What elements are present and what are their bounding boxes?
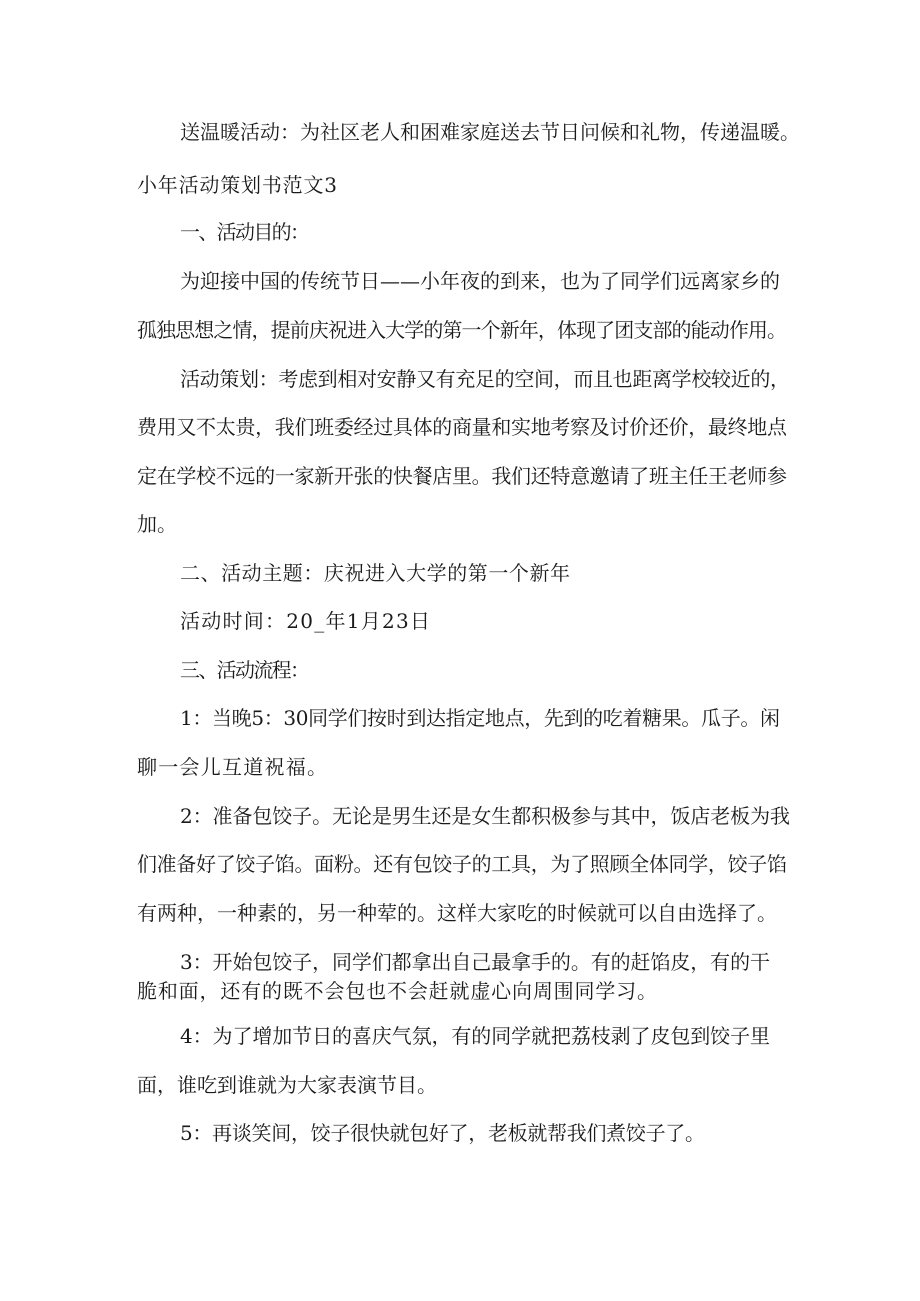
section-title: 小年活动策划书范文3 xyxy=(137,173,338,197)
text-line: 活动策划：考虑到相对安静又有充足的空间，而且也距离学校较近的， xyxy=(180,367,790,391)
text-line: 聊一会儿互道祝福。 xyxy=(137,755,329,779)
text-line: 送温暖活动：为社区老人和困难家庭送去节日问候和礼物，传递温暖。 xyxy=(180,120,800,144)
heading-purpose: 一、活动目的： xyxy=(180,220,309,244)
text-line: 为迎接中国的传统节日——小年夜的到来，也为了同学们远离家乡的 xyxy=(180,269,780,293)
heading-theme: 二、活动主题：庆祝进入大学的第一个新年 xyxy=(180,561,571,585)
text-line: 4：为了增加节日的喜庆气氛，有的同学就把荔枝剥了皮包到饺子里 xyxy=(180,1024,770,1048)
text-line: 3：开始包饺子，同学们都拿出自己最拿手的。有的赶馅皮，有的干 xyxy=(180,950,770,974)
text-line: 有两种，一种素的，另一种荤的。这样大家吃的时候就可以自由选择了。 xyxy=(137,901,777,925)
text-line: 费用又不太贵，我们班委经过具体的商量和实地考察及讨价还价，最终地点 xyxy=(137,415,787,439)
activity-time: 活动时间：20_年1月23日 xyxy=(180,609,432,633)
text-line: 孤独思想之情，提前庆祝进入大学的第一个新年，体现了团支部的能动作用。 xyxy=(137,318,787,342)
text-line: 们准备好了饺子馅。面粉。还有包饺子的工具，为了照顾全体同学，饺子馅 xyxy=(137,852,787,876)
text-line: 脆和面，还有的既不会包也不会赶就虚心向周围同学习。 xyxy=(137,979,658,1003)
text-line: 加。 xyxy=(137,512,177,536)
text-line: 定在学校不远的一家新开张的快餐店里。我们还特意邀请了班主任王老师参 xyxy=(137,464,787,488)
heading-process: 三、活动流程： xyxy=(180,658,309,682)
text-line: 面，谁吃到谁就为大家表演节目。 xyxy=(137,1073,437,1097)
text-line: 1：当晚5：30同学们按时到达指定地点，先到的吃着糖果。瓜子。闲 xyxy=(180,706,780,730)
text-line: 2：准备包饺子。无论是男生还是女生都积极参与其中，饭店老板为我 xyxy=(180,804,790,828)
text-line: 5：再谈笑间，饺子很快就包好了，老板就帮我们煮饺子了。 xyxy=(180,1121,705,1145)
